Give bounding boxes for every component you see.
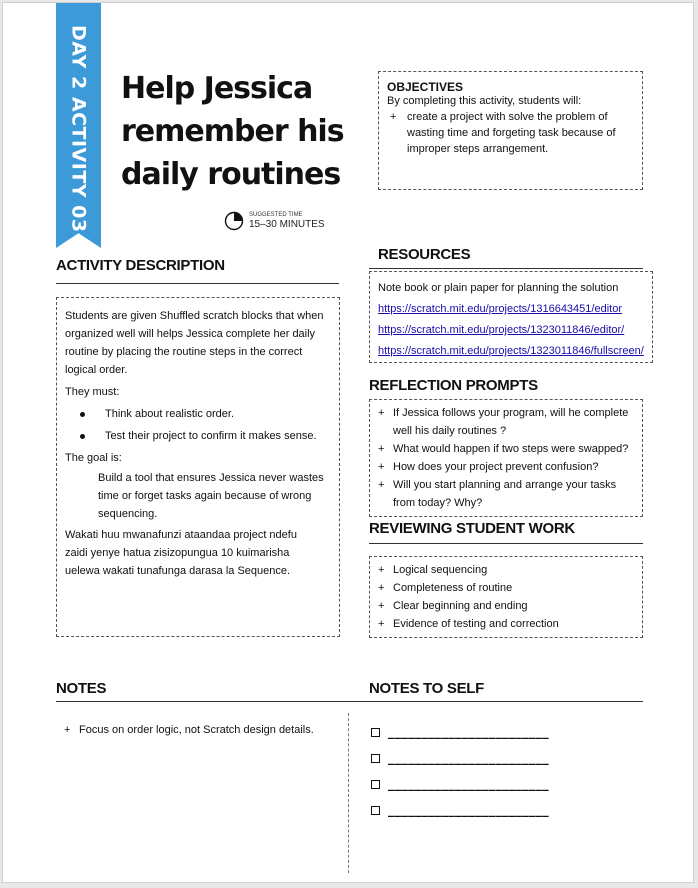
activity-divider: [56, 283, 339, 284]
suggested-time: [224, 211, 325, 231]
resources-heading: RESOURCES: [378, 246, 471, 263]
activity-intro: Students are given Shuffled scratch blocks that when organized well will helps Jessica complete her daily routine by placing the routine steps in the correct logical order.: [65, 310, 324, 376]
reviewing-box: [369, 556, 643, 638]
list-item: + Completeness of routine: [370, 579, 636, 597]
write-line: ________________________: [388, 751, 549, 766]
checkbox[interactable]: [371, 806, 380, 815]
list-item: + Will you start planning and arrange your tasks from today? Why?: [370, 476, 636, 512]
checkbox[interactable]: [371, 754, 380, 763]
reflection-box: [369, 399, 643, 517]
write-line: ________________________: [388, 725, 549, 740]
write-line: ________________________: [388, 803, 549, 818]
list-item: + Evidence of testing and correction: [370, 615, 636, 633]
notes-list: [56, 721, 341, 739]
list-item: + Clear beginning and ending: [370, 597, 636, 615]
worksheet-page: [2, 2, 694, 883]
list-item: + Logical sequencing: [370, 561, 636, 579]
notes-divider: [56, 701, 643, 702]
resources-box: [369, 271, 653, 363]
timer-text: [249, 212, 325, 230]
checkbox[interactable]: [371, 728, 380, 737]
notes-separator: [348, 713, 349, 873]
checkbox[interactable]: [371, 780, 380, 789]
activity-must-label: They must:: [65, 386, 120, 398]
self-note-row-3[interactable]: [371, 777, 549, 792]
activity-goal-label: The goal is:: [65, 452, 122, 464]
self-note-row-2[interactable]: [371, 751, 549, 766]
objectives-title: OBJECTIVES: [387, 80, 464, 94]
reviewing-list: [370, 561, 636, 633]
list-item: + What would happen if two steps were swapped?: [370, 440, 636, 458]
objectives-box: [378, 71, 643, 190]
resource-link-2[interactable]: https://scratch.mit.edu/projects/1323011846/editor/: [378, 324, 625, 336]
list-item: + Focus on order logic, not Scratch design details.: [56, 721, 341, 739]
self-note-row-1[interactable]: [371, 725, 549, 740]
resource-link-3[interactable]: https://scratch.mit.edu/projects/1323011846/fullscreen/: [378, 345, 644, 357]
activity-box: [56, 297, 340, 637]
notes-to-self-heading: NOTES TO SELF: [369, 680, 485, 697]
reflection-heading: REFLECTION PROMPTS: [369, 377, 538, 394]
activity-heading: ACTIVITY DESCRIPTION: [56, 257, 225, 274]
list-item: Think about realistic order.: [65, 405, 331, 423]
list-item: Test their project to confirm it makes sense.: [65, 427, 331, 445]
reflection-list: [370, 404, 636, 512]
timer-icon: [224, 211, 244, 231]
resource-link-1[interactable]: https://scratch.mit.edu/projects/1316643451/editor: [378, 303, 622, 315]
page-title: Help Jessica remember his daily routines: [121, 71, 344, 192]
activity-must-list: [65, 405, 331, 445]
resources-note: Note book or plain paper for planning the solution: [378, 282, 619, 294]
notes-heading: NOTES: [56, 680, 107, 697]
list-item: + If Jessica follows your program, will he complete well his daily routines ?: [370, 404, 636, 440]
list-item: + How does your project prevent confusion?: [370, 458, 636, 476]
self-note-row-4[interactable]: [371, 803, 549, 818]
timer-value: 15–30 MINUTES: [249, 219, 325, 230]
objectives-list: [387, 109, 634, 157]
objectives-intro: By completing this activity, students will:: [387, 95, 582, 107]
timer-label: SUGGESTED TIME: [249, 212, 303, 218]
resources-divider: [369, 268, 643, 269]
activity-goal-text: Build a tool that ensures Jessica never wastes time or forget tasks again because of wrong sequencing.: [98, 472, 324, 520]
day-ribbon-label: DAY 2 ACTIVITY 03: [67, 25, 90, 233]
reviewing-heading: REVIEWING STUDENT WORK: [369, 520, 575, 537]
activity-swahili-note: Wakati huu mwanafunzi ataandaa project ndefu zaidi yenye hatua zisizopungua 10 kuimarisha uelewa wakati tunafunga darasa la Sequence.: [65, 529, 297, 577]
list-item: + create a project with solve the problem of wasting time and forgeting task because of improper steps arrangement.: [387, 109, 634, 157]
reviewing-divider: [369, 543, 643, 544]
write-line: ________________________: [388, 777, 549, 792]
